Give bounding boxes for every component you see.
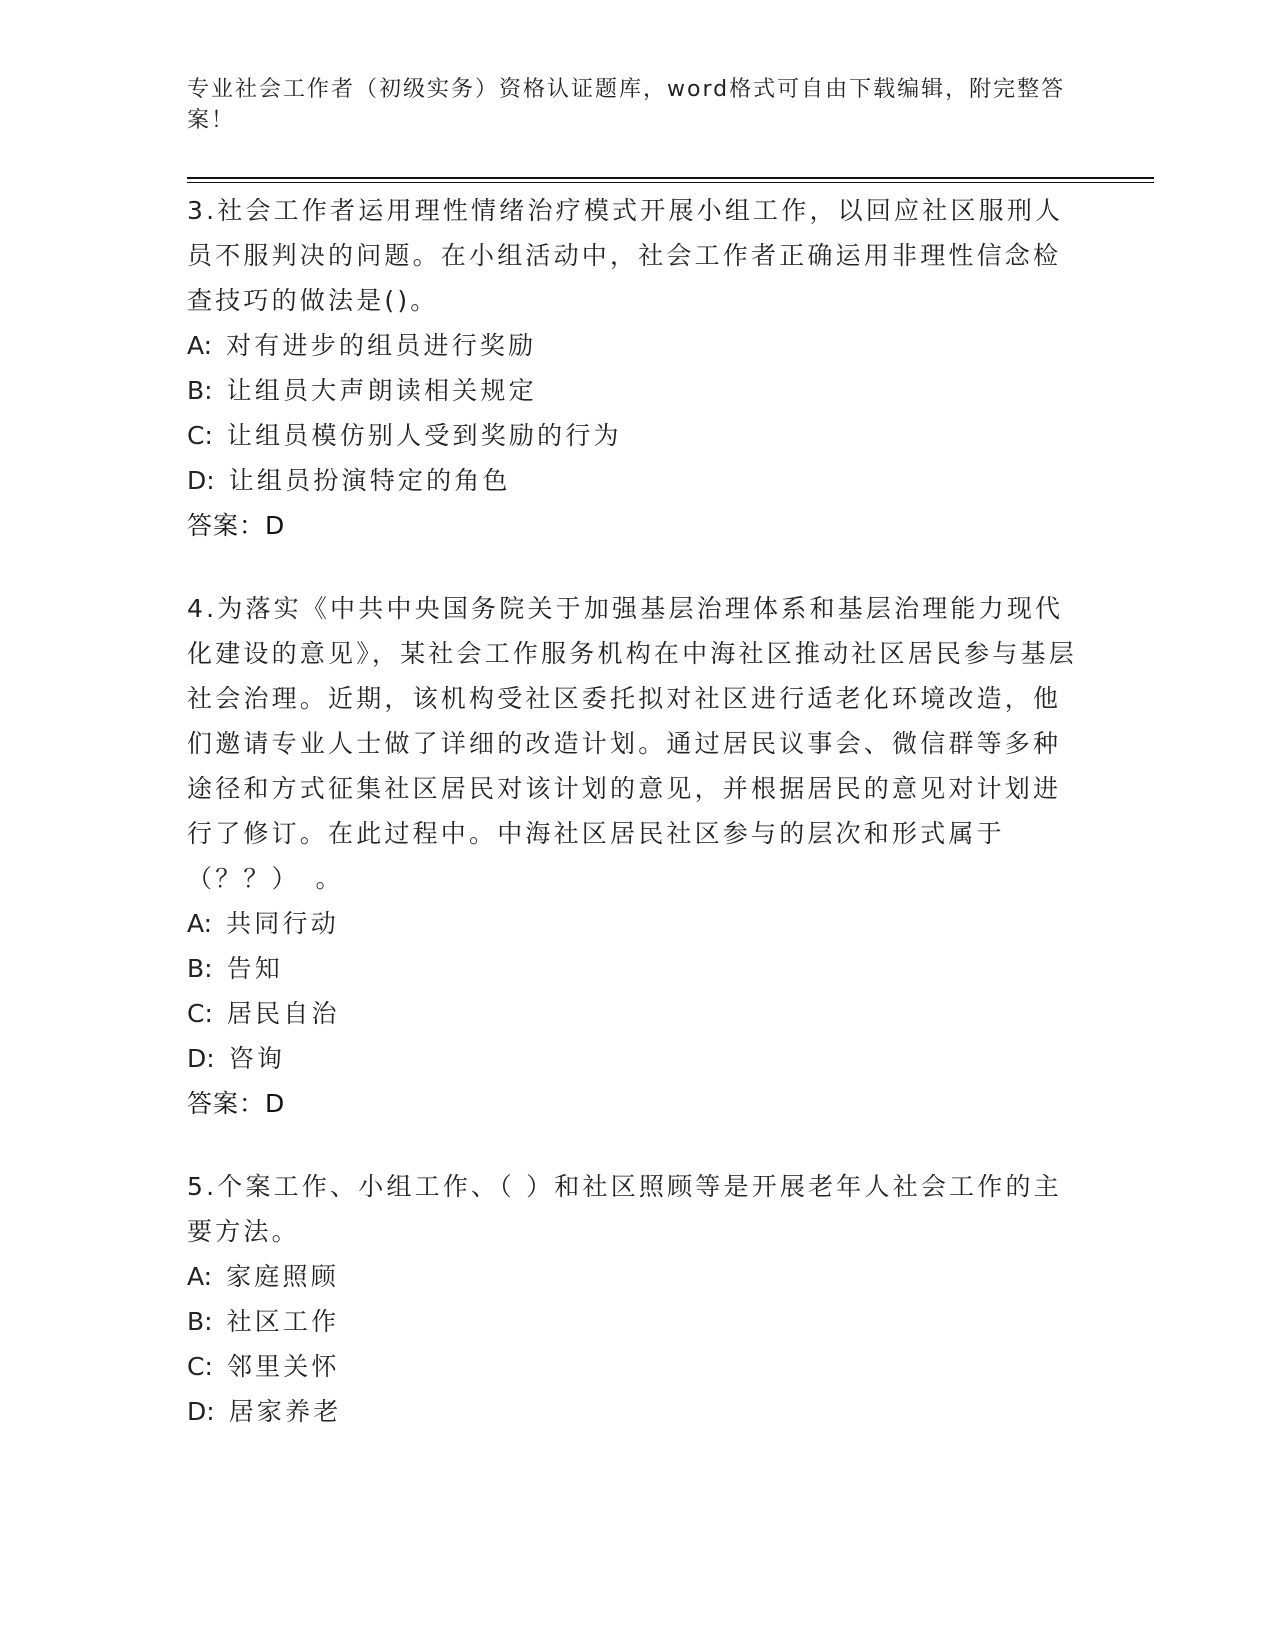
- option-c: [187, 991, 1087, 1036]
- option-text: 家庭照顾: [226, 1262, 339, 1291]
- option-key: C:: [187, 421, 213, 450]
- question-text: 5.个案工作、小组工作、（ ）和社区照顾等是开展老年人社会工作的主要方法。: [187, 1172, 1062, 1246]
- option-key: D:: [187, 1397, 215, 1426]
- option-text: 居家养老: [228, 1397, 342, 1426]
- option-c: [187, 413, 1087, 458]
- option-text: 让组员扮演特定的角色: [228, 466, 511, 495]
- option-text: 共同行动: [226, 909, 339, 938]
- answer-line: 答案：D: [187, 1089, 286, 1118]
- question-text: 4.为落实《中共中央国务院关于加强基层治理体系和基层治理能力现代化建设的意见》，某社会工作服务机构在中海社区推动社区居民参与基层社会治理。近期，该机构受社区委托拟对社区进行适老化环境改造，他们邀请专业人士做了详细的改造计划。通过居民议事会、微信群等多种途径和方式征集社区居民对该计划的意见，并根据居民的意见对计划进行了修订。在此过程中。中海社区居民社区参与的层次和形式属于（？？） 。: [187, 594, 1077, 893]
- question-5: [187, 1164, 1087, 1434]
- option-key: A:: [187, 909, 213, 938]
- option-text: 让组员大声朗读相关规定: [226, 376, 537, 405]
- option-text: 社区工作: [226, 1307, 340, 1336]
- option-key: A:: [187, 331, 213, 360]
- option-b: [187, 946, 1087, 991]
- option-text: 对有进步的组员进行奖励: [226, 331, 537, 360]
- option-text: 居民自治: [226, 999, 340, 1028]
- option-text: 让组员模仿别人受到奖励的行为: [226, 421, 622, 450]
- document-header: 专业社会工作者（初级实务）资格认证题库，word格式可自由下载编辑，附完整答案！: [187, 77, 1066, 133]
- option-b: [187, 1299, 1087, 1344]
- option-key: C:: [187, 1352, 213, 1381]
- option-text: 咨询: [228, 1044, 286, 1073]
- header-divider-thick: [187, 177, 1154, 179]
- option-b: [187, 368, 1087, 413]
- option-key: B:: [187, 1307, 213, 1336]
- answer-line: 答案：D: [187, 511, 286, 540]
- option-a: [187, 323, 1087, 368]
- header-divider-thin: [187, 182, 1154, 183]
- option-d: [187, 458, 1087, 503]
- option-key: D:: [187, 466, 215, 495]
- option-key: A:: [187, 1262, 213, 1291]
- option-key: B:: [187, 954, 213, 983]
- option-text: 告知: [226, 954, 283, 983]
- option-key: D:: [187, 1044, 215, 1073]
- option-d: [187, 1389, 1087, 1434]
- question-4: [187, 586, 1087, 1126]
- question-list: [187, 188, 1087, 1472]
- question-text: 3.社会工作者运用理性情绪治疗模式开展小组工作，以回应社区服刑人员不服判决的问题。在小组活动中，社会工作者正确运用非理性信念检查技巧的做法是()。: [187, 196, 1064, 315]
- option-key: B:: [187, 376, 213, 405]
- option-a: [187, 1254, 1087, 1299]
- option-key: C:: [187, 999, 213, 1028]
- option-d: [187, 1036, 1087, 1081]
- option-c: [187, 1344, 1087, 1389]
- option-a: [187, 901, 1087, 946]
- question-3: [187, 188, 1087, 548]
- option-text: 邻里关怀: [226, 1352, 340, 1381]
